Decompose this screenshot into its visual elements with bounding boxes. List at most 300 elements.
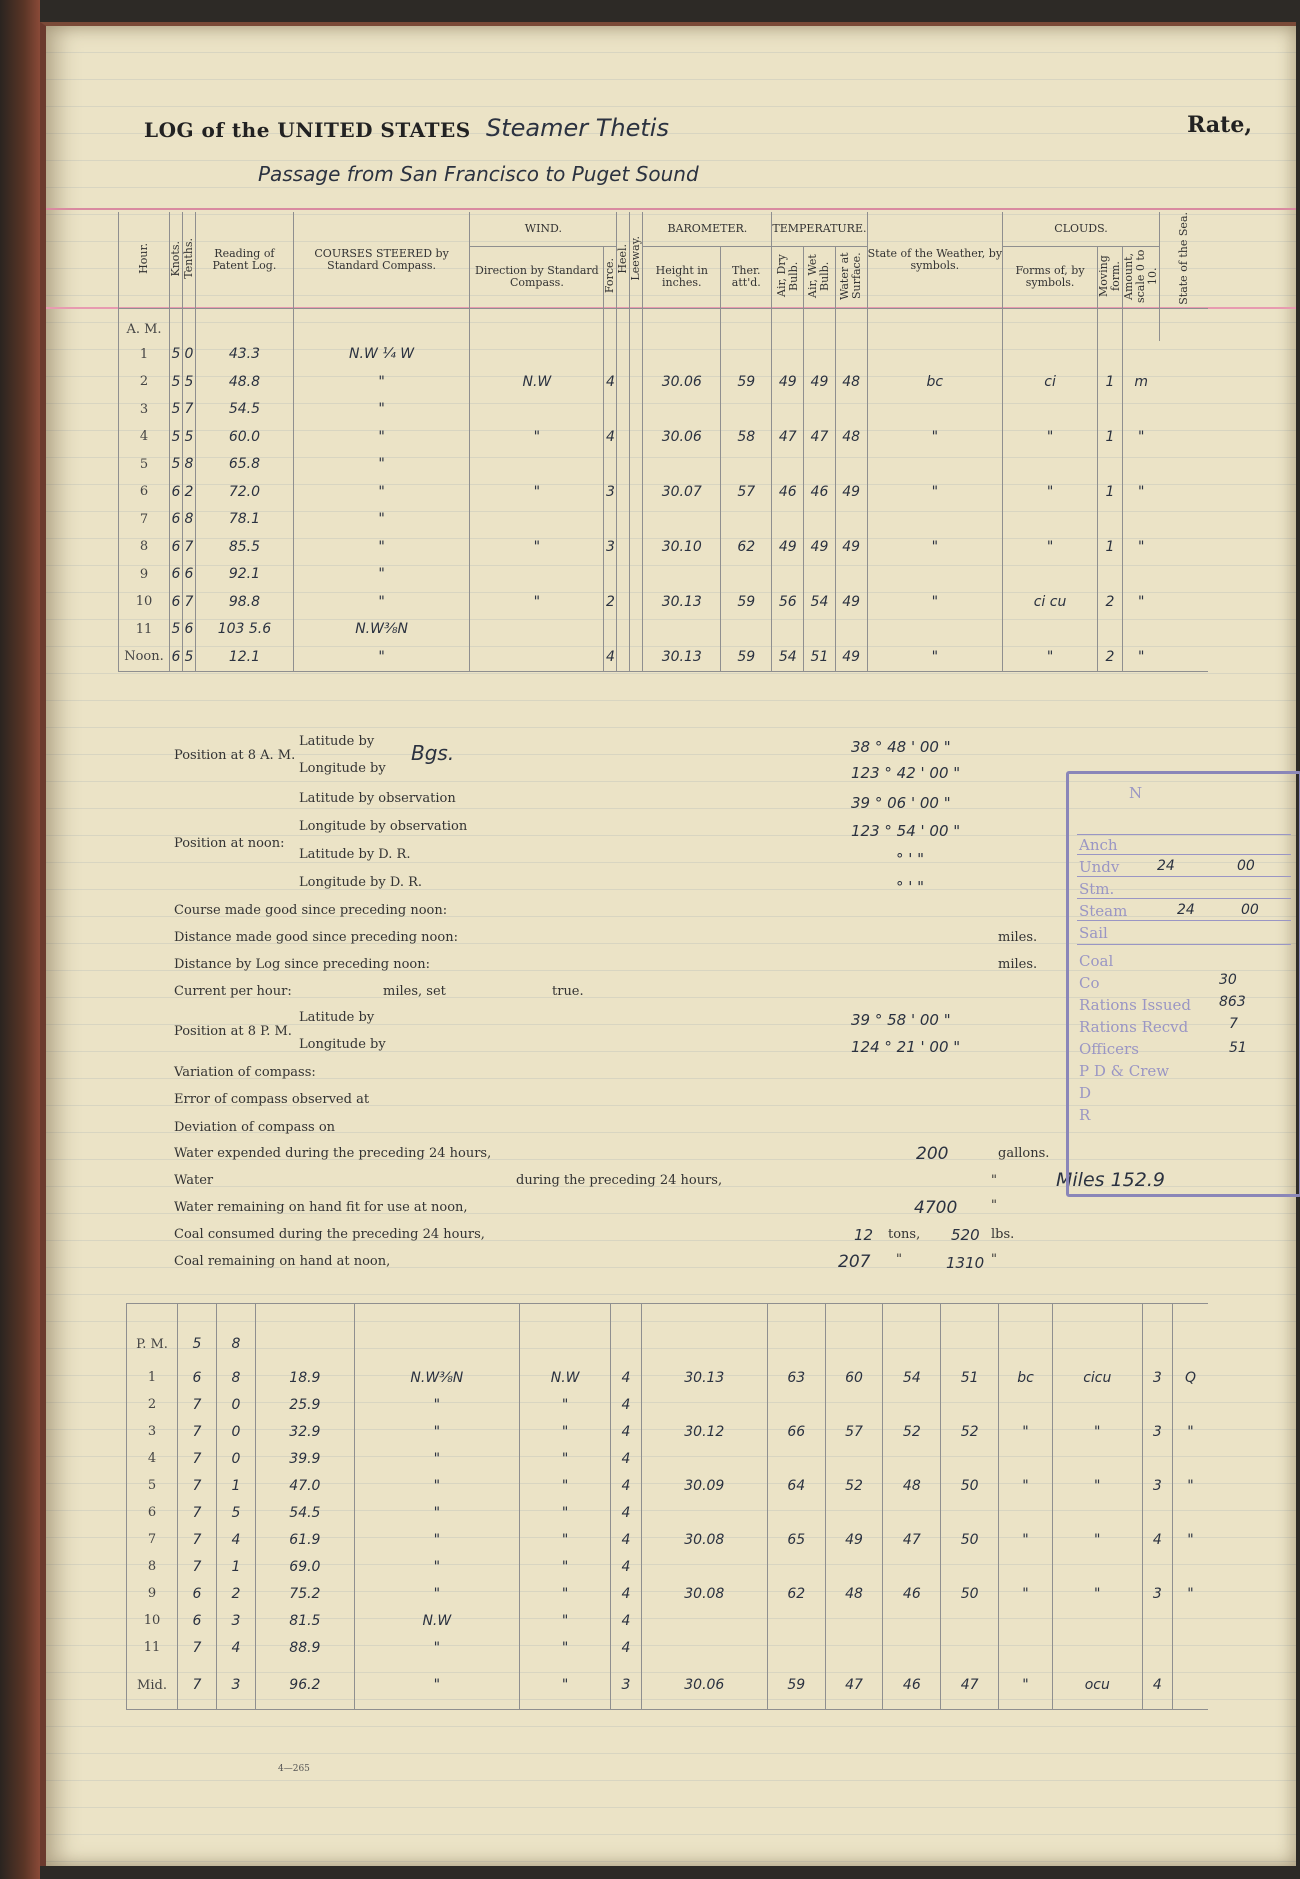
table-cell: " <box>1173 1472 1209 1499</box>
table-cell <box>643 396 721 423</box>
lat-by: Latitude by <box>299 1010 375 1025</box>
column-header: TEMPERATURE. <box>772 212 867 246</box>
table-cell: 30.12 <box>641 1418 767 1445</box>
water: Water <box>174 1173 214 1188</box>
table-cell: " <box>293 423 470 451</box>
table-cell: 50 <box>941 1526 999 1553</box>
table-cell: 72.0 <box>196 478 294 506</box>
miles-hw: Miles 152.9 <box>1056 1169 1165 1191</box>
table-cell <box>630 368 643 396</box>
table-cell: 4 <box>611 1445 641 1472</box>
table-cell: 5 <box>183 643 196 672</box>
table-cell: " <box>519 1607 610 1634</box>
lat8am: 38 ° 48 ' 00 " <box>851 738 951 756</box>
stamp-value: 24 <box>1157 858 1175 874</box>
table-cell <box>617 308 630 341</box>
table-cell <box>617 506 630 533</box>
table-cell <box>641 1304 767 1365</box>
table-cell <box>1122 506 1159 533</box>
table-cell <box>1053 1304 1143 1365</box>
table-cell <box>1097 341 1122 368</box>
hour-cell: 1 <box>127 1364 178 1391</box>
table-row <box>119 616 1209 643</box>
table-cell <box>470 451 604 478</box>
table-cell: 92.1 <box>196 561 294 588</box>
water-prec: during the preceding 24 hours, <box>516 1173 723 1188</box>
table-cell: 4 <box>217 1526 256 1553</box>
table-cell <box>999 1607 1053 1634</box>
table-cell <box>941 1553 999 1580</box>
table-cell <box>630 588 643 616</box>
table-cell: " <box>519 1499 610 1526</box>
table-cell <box>1122 308 1159 341</box>
miles: miles. <box>998 957 1038 972</box>
table-cell <box>772 561 804 588</box>
table-cell: 103 5.6 <box>196 616 294 643</box>
table-cell <box>999 1499 1053 1526</box>
table-cell: 62 <box>767 1580 825 1607</box>
table-cell: 47 <box>772 423 804 451</box>
table-cell: 5 <box>217 1499 256 1526</box>
table-cell <box>617 368 630 396</box>
table-cell: 30.07 <box>643 478 721 506</box>
table-cell: " <box>999 1661 1053 1710</box>
table-cell <box>1053 1391 1143 1418</box>
table-row <box>127 1418 1209 1445</box>
table-cell: " <box>354 1472 519 1499</box>
hour-cell: 8 <box>119 533 170 561</box>
hour-cell: 3 <box>119 396 170 423</box>
table-cell: 52 <box>941 1418 999 1445</box>
table-cell: 1 <box>1097 478 1122 506</box>
table-cell: 59 <box>721 368 772 396</box>
table-cell <box>835 561 867 588</box>
table-cell <box>883 1499 941 1526</box>
table-cell: 43.3 <box>196 341 294 368</box>
table-cell: 4 <box>217 1634 256 1661</box>
table-cell <box>641 1391 767 1418</box>
table-cell <box>354 1304 519 1365</box>
table-cell <box>772 308 804 341</box>
table-cell: " <box>354 1499 519 1526</box>
table-cell: 30.06 <box>641 1661 767 1710</box>
true: true. <box>552 984 584 999</box>
table-cell: 60.0 <box>196 423 294 451</box>
table-cell <box>825 1391 883 1418</box>
coal-lbs: 520 <box>951 1226 980 1244</box>
table-cell: " <box>354 1418 519 1445</box>
table-cell <box>804 308 836 341</box>
table-cell: 12.1 <box>196 643 294 672</box>
table-cell: 75.2 <box>256 1580 355 1607</box>
table-cell: 5 <box>183 423 196 451</box>
lon8pm: 124 ° 21 ' 00 " <box>851 1038 961 1056</box>
table-cell: " <box>1003 533 1098 561</box>
table-cell <box>941 1634 999 1661</box>
hour-cell: 6 <box>127 1499 178 1526</box>
table-cell: 7 <box>178 1661 217 1710</box>
table-cell: 81.5 <box>256 1607 355 1634</box>
table-cell <box>883 1607 941 1634</box>
table-cell: 32.9 <box>256 1418 355 1445</box>
table-cell: 7 <box>183 396 196 423</box>
coal-tons: 12 <box>854 1226 874 1244</box>
lat-obs: Latitude by observation <box>299 791 456 806</box>
table-cell: 54.5 <box>256 1499 355 1526</box>
table-cell <box>1142 1634 1172 1661</box>
table-cell: 58 <box>721 423 772 451</box>
hour-cell: 4 <box>119 423 170 451</box>
stamp-line: Co <box>1079 974 1100 992</box>
table-cell: m <box>1122 368 1159 396</box>
table-cell <box>1173 1634 1209 1661</box>
stamp-value: 24 <box>1177 902 1195 918</box>
table-row <box>127 1391 1209 1418</box>
table-cell: bc <box>867 368 1003 396</box>
table-cell <box>772 506 804 533</box>
table-cell <box>470 396 604 423</box>
table-cell: bc <box>999 1364 1053 1391</box>
table-cell: 7 <box>183 588 196 616</box>
pos8pm: Position at 8 P. M. <box>174 1024 292 1039</box>
stamp-line: R <box>1079 1106 1091 1124</box>
rate-label: Rate, <box>1187 112 1252 138</box>
table-cell <box>941 1304 999 1365</box>
table-cell <box>617 616 630 643</box>
table-cell <box>519 1304 610 1365</box>
section-label-row <box>119 308 1209 341</box>
table-cell: 5 <box>183 368 196 396</box>
table-cell: " <box>1053 1472 1143 1499</box>
table-cell: N.W⅜N <box>293 616 470 643</box>
table-cell: 4 <box>611 1607 641 1634</box>
table-cell: 4 <box>611 1364 641 1391</box>
table-cell: " <box>354 1391 519 1418</box>
table-cell: 51 <box>941 1364 999 1391</box>
stamp-rule <box>1077 920 1291 921</box>
column-header: Ther. att'd. <box>721 246 772 308</box>
table-cell: 61.9 <box>256 1526 355 1553</box>
table-cell: 8 <box>217 1364 256 1391</box>
water-exp: Water expended during the preceding 24 hours, <box>174 1146 492 1161</box>
ditto: " <box>991 1198 997 1213</box>
table-cell <box>630 396 643 423</box>
table-cell <box>630 643 643 672</box>
table-cell <box>1173 1607 1209 1634</box>
hour-cell: 11 <box>119 616 170 643</box>
table-cell <box>643 451 721 478</box>
hour-cell: 5 <box>127 1472 178 1499</box>
table-cell <box>643 561 721 588</box>
table-cell <box>867 396 1003 423</box>
hour-cell: 7 <box>119 506 170 533</box>
table-cell: 2 <box>217 1580 256 1607</box>
table-cell: 2 <box>183 478 196 506</box>
table-cell <box>1097 616 1122 643</box>
table-cell: " <box>293 478 470 506</box>
table-cell: 4 <box>611 1580 641 1607</box>
table-cell <box>1053 1445 1143 1472</box>
table-cell: " <box>1173 1580 1209 1607</box>
table-cell: 50 <box>941 1472 999 1499</box>
table-cell: 30.13 <box>643 643 721 672</box>
column-header <box>1159 212 1208 308</box>
table-cell: 49 <box>835 478 867 506</box>
table-cell <box>804 451 836 478</box>
log-title: LOG of the UNITED STATES <box>144 118 471 142</box>
table-row <box>127 1661 1209 1710</box>
table-cell: 30.10 <box>643 533 721 561</box>
table-cell <box>630 616 643 643</box>
am-header-row <box>119 212 1209 246</box>
table-cell: " <box>293 368 470 396</box>
miles-set: miles, set <box>383 984 446 999</box>
table-cell: 30.06 <box>643 423 721 451</box>
table-cell: 2 <box>604 588 617 616</box>
table-cell <box>1097 506 1122 533</box>
table-cell: 52 <box>883 1418 941 1445</box>
table-cell: " <box>519 1445 610 1472</box>
table-cell: 48 <box>835 423 867 451</box>
table-cell: 78.1 <box>196 506 294 533</box>
hour-cell: 2 <box>127 1391 178 1418</box>
table-row <box>119 368 1209 396</box>
table-cell: 5 <box>170 423 183 451</box>
table-cell <box>630 341 643 368</box>
table-cell: " <box>519 1661 610 1710</box>
table-cell: " <box>999 1526 1053 1553</box>
table-cell: 3 <box>217 1607 256 1634</box>
log-page <box>40 22 1296 1866</box>
table-cell: 66 <box>767 1418 825 1445</box>
table-row <box>119 533 1209 561</box>
table-cell: " <box>519 1553 610 1580</box>
table-cell: 4 <box>611 1499 641 1526</box>
table-cell: 88.9 <box>256 1634 355 1661</box>
table-cell <box>804 396 836 423</box>
table-cell: 6 <box>170 506 183 533</box>
table-cell: " <box>1053 1526 1143 1553</box>
table-cell <box>1053 1634 1143 1661</box>
table-cell: 5 <box>170 341 183 368</box>
table-cell: 6 <box>170 643 183 672</box>
table-cell <box>617 423 630 451</box>
table-cell: 4 <box>611 1526 641 1553</box>
column-header-text: Amount, scale 0 to 10. <box>1121 249 1159 303</box>
table-cell <box>1142 1607 1172 1634</box>
hour-cell: Noon. <box>119 643 170 672</box>
table-cell <box>721 616 772 643</box>
table-cell <box>941 1391 999 1418</box>
table-cell: ocu <box>1053 1661 1143 1710</box>
table-cell <box>641 1445 767 1472</box>
table-cell: " <box>519 1580 610 1607</box>
table-cell: " <box>1003 643 1098 672</box>
table-cell: 49 <box>772 368 804 396</box>
table-cell <box>643 506 721 533</box>
hour-cell: 11 <box>127 1634 178 1661</box>
table-cell: 51 <box>804 643 836 672</box>
table-cell: 6 <box>170 478 183 506</box>
table-cell <box>999 1553 1053 1580</box>
table-cell: 47 <box>941 1661 999 1710</box>
table-cell: 5 <box>170 616 183 643</box>
table-cell <box>617 561 630 588</box>
table-cell: 4 <box>611 1418 641 1445</box>
table-cell: 85.5 <box>196 533 294 561</box>
table-cell <box>767 1445 825 1472</box>
column-header-text: Heel. <box>616 243 630 274</box>
table-cell: " <box>1122 533 1159 561</box>
table-row <box>119 341 1209 368</box>
table-cell: " <box>519 1526 610 1553</box>
hour-cell: 6 <box>119 478 170 506</box>
table-cell <box>825 1553 883 1580</box>
ditto: " <box>896 1252 902 1267</box>
table-cell: 47 <box>883 1526 941 1553</box>
table-cell: 96.2 <box>256 1661 355 1710</box>
ration-stamp <box>1066 771 1300 1197</box>
table-cell <box>256 1304 355 1365</box>
dist-log: Distance by Log since preceding noon: <box>174 957 431 972</box>
table-cell <box>630 506 643 533</box>
lon8am: 123 ° 42 ' 00 " <box>851 764 961 782</box>
table-cell <box>604 396 617 423</box>
am-log-table <box>118 212 1208 672</box>
table-cell: " <box>999 1580 1053 1607</box>
table-cell: 8 <box>217 1304 256 1365</box>
deviation: Deviation of compass on <box>174 1120 336 1135</box>
hour-cell: 4 <box>127 1445 178 1472</box>
passage-note: Passage from San Francisco to Puget Sound <box>258 162 699 186</box>
table-cell <box>721 308 772 341</box>
table-cell: 4 <box>604 643 617 672</box>
table-cell <box>804 616 836 643</box>
course: Course made good since preceding noon: <box>174 903 448 918</box>
table-cell: " <box>1122 643 1159 672</box>
table-cell: 3 <box>217 1661 256 1710</box>
table-cell <box>617 643 630 672</box>
table-cell <box>883 1304 941 1365</box>
table-row <box>127 1499 1209 1526</box>
table-cell: 0 <box>217 1391 256 1418</box>
hour-cell: 10 <box>119 588 170 616</box>
table-cell: 65 <box>767 1526 825 1553</box>
table-cell <box>867 451 1003 478</box>
lat-dr: Latitude by D. R. <box>299 847 411 862</box>
table-cell: 5 <box>170 368 183 396</box>
lon-obs-v: 123 ° 54 ' 00 " <box>851 822 961 840</box>
table-cell: 3 <box>604 478 617 506</box>
current: Current per hour: <box>174 984 292 999</box>
table-cell: " <box>519 1391 610 1418</box>
table-cell: 52 <box>825 1472 883 1499</box>
table-cell: 30.06 <box>643 368 721 396</box>
table-cell: 6 <box>170 533 183 561</box>
column-header: Height in inches. <box>643 246 721 308</box>
table-cell: 8 <box>183 451 196 478</box>
table-cell <box>604 561 617 588</box>
table-row <box>127 1526 1209 1553</box>
table-cell: 25.9 <box>256 1391 355 1418</box>
stamp-line: Anch <box>1079 836 1118 854</box>
table-cell <box>883 1553 941 1580</box>
stamp-value: 00 <box>1237 858 1255 874</box>
coal-rem-l: 1310 <box>946 1254 985 1272</box>
column-header: Reading of Patent Log. <box>196 212 294 308</box>
table-cell: 62 <box>721 533 772 561</box>
table-cell <box>767 1304 825 1365</box>
coal-rem: Coal remaining on hand at noon, <box>174 1254 391 1269</box>
table-cell: 3 <box>1142 1472 1172 1499</box>
table-cell: " <box>999 1472 1053 1499</box>
table-cell <box>1142 1391 1172 1418</box>
table-cell: 54 <box>772 643 804 672</box>
table-cell: 47 <box>804 423 836 451</box>
stamp-rule <box>1077 898 1291 899</box>
table-cell: 49 <box>835 643 867 672</box>
lon-obs: Longitude by observation <box>299 819 468 834</box>
pos8am: Position at 8 A. M. <box>174 748 296 763</box>
table-row <box>119 478 1209 506</box>
table-cell: 6 <box>183 561 196 588</box>
table-cell <box>1122 451 1159 478</box>
lat-obs-v: 39 ° 06 ' 00 " <box>851 794 951 812</box>
table-cell: 4 <box>1142 1526 1172 1553</box>
table-cell: 30.08 <box>641 1526 767 1553</box>
table-cell: 3 <box>611 1661 641 1710</box>
table-cell <box>772 451 804 478</box>
table-cell: 49 <box>835 533 867 561</box>
table-cell: " <box>1003 478 1098 506</box>
column-header <box>835 246 867 308</box>
table-row <box>119 506 1209 533</box>
column-header-text: Water at Surface. <box>838 251 864 300</box>
column-header <box>617 212 630 308</box>
table-cell: 3 <box>1142 1364 1172 1391</box>
table-cell: 6 <box>183 616 196 643</box>
table-cell: Q <box>1173 1364 1209 1391</box>
table-cell <box>617 478 630 506</box>
table-cell <box>721 396 772 423</box>
table-cell: 49 <box>835 588 867 616</box>
table-cell: " <box>293 643 470 672</box>
ditto: " <box>991 1173 997 1188</box>
table-cell: 18.9 <box>256 1364 355 1391</box>
stamp-line: D <box>1079 1084 1092 1102</box>
hour-cell: 10 <box>127 1607 178 1634</box>
table-cell <box>1003 561 1098 588</box>
table-cell <box>617 396 630 423</box>
table-cell <box>1003 396 1098 423</box>
table-cell <box>835 451 867 478</box>
hour-cell: 7 <box>127 1526 178 1553</box>
table-cell: " <box>867 533 1003 561</box>
table-cell <box>630 533 643 561</box>
table-cell <box>630 561 643 588</box>
table-cell <box>617 588 630 616</box>
table-cell: cicu <box>1053 1364 1143 1391</box>
water-exp-v: 200 <box>916 1144 949 1164</box>
column-header: Forms of, by symbols. <box>1003 246 1098 308</box>
table-cell <box>1173 1304 1209 1365</box>
book-binding <box>0 0 40 1879</box>
table-cell <box>643 341 721 368</box>
table-cell: " <box>867 588 1003 616</box>
table-cell <box>867 308 1003 341</box>
table-cell <box>1003 616 1098 643</box>
table-cell <box>604 616 617 643</box>
